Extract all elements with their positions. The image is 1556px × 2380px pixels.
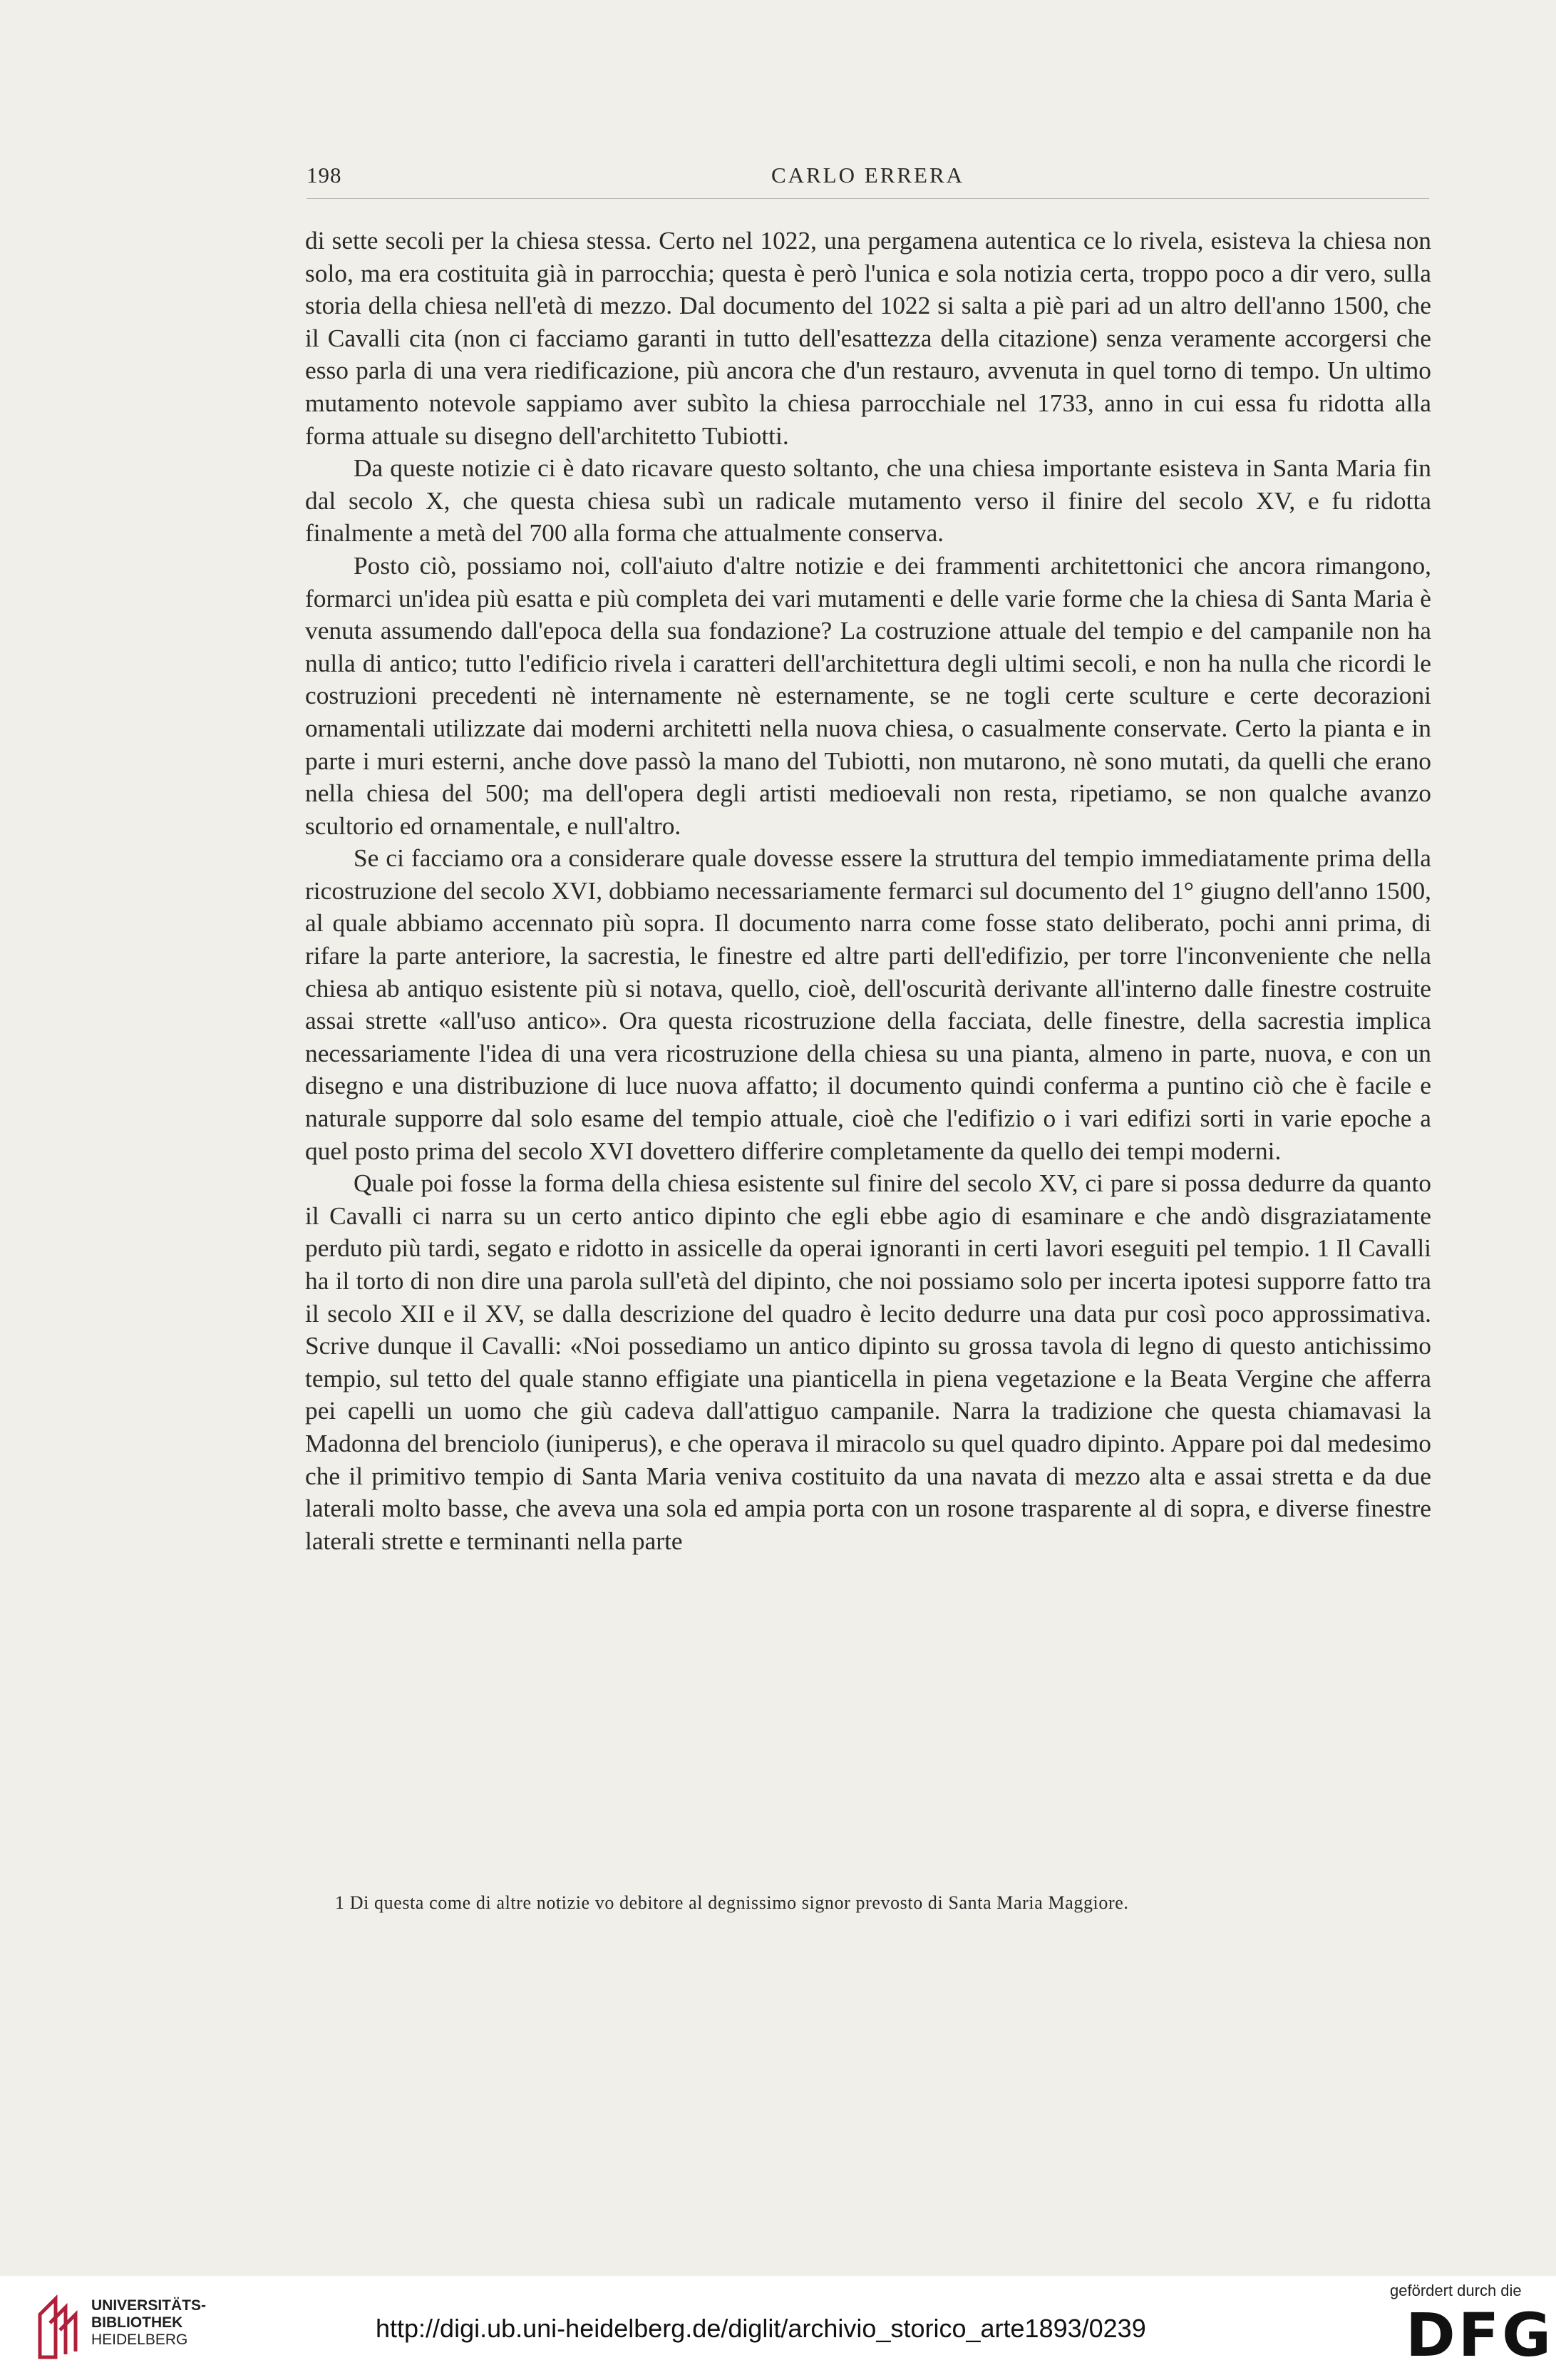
ub-heidelberg-logo-icon (34, 2286, 86, 2363)
paragraph-1: di sette secoli per la chiesa stessa. Certo nel 1022, una pergamena autentica ce lo rivela, esisteva la chiesa non solo, ma era costituita già in parrocchia; questa è però l'unica e sola notizia certa, troppo poco a dir vero, sulla storia della chiesa nell'età di mezzo. Dal documento del 1022 si salta a piè pari ad un altro dell'anno 1500, che il Cavalli cita (non ci facciamo garanti in tutto dell'esattezza della citazione) senza veramente accorgersi che esso parla di una vera riedificazione, più ancora che d'un restauro, avvenuta in quel torno di tempo. Un ultimo mutamento notevole sappiamo aver subìto la chiesa parrocchiale nel 1733, anno in cui essa fu ridotta alla forma attuale su disegno dell'architetto Tubiotti. (305, 226, 1431, 450)
page-number: 198 (306, 163, 342, 188)
running-head: CARLO ERRERA (771, 163, 965, 188)
page-header (306, 163, 1429, 197)
library-line-2: BIBLIOTHEK (91, 2314, 183, 2331)
footnote: 1 Di questa come di altre notizie vo debitore al degnissimo signor prevosto di Santa Maria Maggiore. (335, 1892, 1129, 1913)
paragraph-2: Da queste notizie ci è dato ricavare questo soltanto, che una chiesa importante esisteva in Santa Maria fin dal secolo X, che questa chiesa subì un radicale mutamento verso il finire del secolo XV, e fu ridotta finalmente a metà del 700 alla forma che attualmente conserva. (305, 453, 1431, 548)
body-text (305, 225, 1431, 1557)
funder-label: gefördert durch die (1390, 2282, 1522, 2299)
paragraph-4: Se ci facciamo ora a considerare quale dovesse essere la struttura del tempio immediatamente prima della ricostruzione del secolo XVI, dobbiamo necessariamente fermarci sul documento del 1° giugno dell'anno 1500, al quale abbiamo accennato più sopra. Il documento narra come fosse stato deliberato, pochi anni prima, di rifare la parte anteriore, la sacrestia, le finestre ed altre parti dell'edifizio, per torre l'inconveniente che nella chiesa ab antiquo esistente più si notava, quello, cioè, dell'oscurità derivante all'interno dalle finestre costruite assai strette «all'uso antico». Ora questa ricostruzione della facciata, delle finestre, della sacrestia implica necessariamente l'idea di una vera ricostruzione della chiesa su una pianta, almeno in parte, nuova, e con un disegno e una distribuzione di luce nuova affatto; il documento quindi conferma a puntino ciò che è facile e naturale supporre dal solo esame del tempio attuale, cioè che l'edifizio o i vari edifizi sorti in varie epoche a quel posto prima del secolo XVI dovettero differire completamente da quello dei tempi moderni. (305, 843, 1431, 1165)
paragraph-3: Posto ciò, possiamo noi, coll'aiuto d'altre notizie e dei frammenti architettonici che ancora rimangono, formarci un'idea più esatta e più completa dei vari mutamenti e delle varie forme che la chiesa di Santa Maria è venuta assumendo dall'epoca della sua fondazione? La costruzione attuale del tempio e del campanile non ha nulla di antico; tutto l'edificio rivela i caratteri dell'architettura degli ultimi secoli, e non ha nulla che ricordi le costruzioni precedenti nè internamente nè esternamente, se ne togli certe sculture e certe decorazioni ornamentali utilizzate dai moderni architetti nella nuova chiesa, o casualmente conservate. Certo la pianta e in parte i muri esterni, anche dove passò la mano del Tubiotti, non mutarono, nè sono mutati, da quelli che erano nella chiesa del 500; ma dell'opera degli artisti medioevali non resta, ripetiamo, se non qualche avanzo scultorio ed ornamentale, e null'altro. (305, 550, 1431, 840)
library-line-1: UNIVERSITÄTS- (91, 2297, 207, 2314)
dfg-logo-icon: DFG (1406, 2300, 1555, 2370)
footer-bar (0, 2276, 1556, 2380)
library-name (91, 2297, 206, 2349)
paragraph-5: Quale poi fosse la forma della chiesa esistente sul finire del secolo XV, ci pare si possa dedurre da quanto il Cavalli ci narra su un certo antico dipinto che egli ebbe agio di esaminare e che andò disgraziatamente perduto più tardi, segato e ridotto in assicelle da operai ignoranti in certi lavori eseguiti pel tempio. 1 Il Cavalli ha il torto di non dire una parola sull'età del dipinto, che noi possiamo solo per incerta ipotesi supporre fatto tra il secolo XII e il XV, se dalla descrizione del quadro è lecito dedurre una data pur così poco approssimativa. Scrive dunque il Cavalli: «Noi possediamo un antico dipinto su grossa tavola di legno di questo antichissimo tempio, sul tetto del quale stanno effigiate una pianticella in piena vegetazione e la Beata Vergine che afferra pei capelli un uomo che giù cadeva dall'attiguo campanile. Narra la tradizione che questa chiamavasi la Madonna del brenciolo (iuniperus), e che operava il miracolo su quel quadro dipinto. Appare poi dal medesimo che il primitivo tempio di Santa Maria veniva costituito da una navata di mezzo alta e assai stretta e da due laterali molto basse, che aveva una sola ed ampia porta con un rosone trasparente al di sopra, e diverse finestre laterali strette e terminanti nella parte (305, 1169, 1431, 1555)
permalink[interactable]: http://digi.ub.uni-heidelberg.de/diglit/archivio_storico_arte1893/0239 (376, 2314, 1146, 2343)
library-line-3: HEIDELBERG (91, 2332, 188, 2348)
header-rule (306, 198, 1429, 199)
